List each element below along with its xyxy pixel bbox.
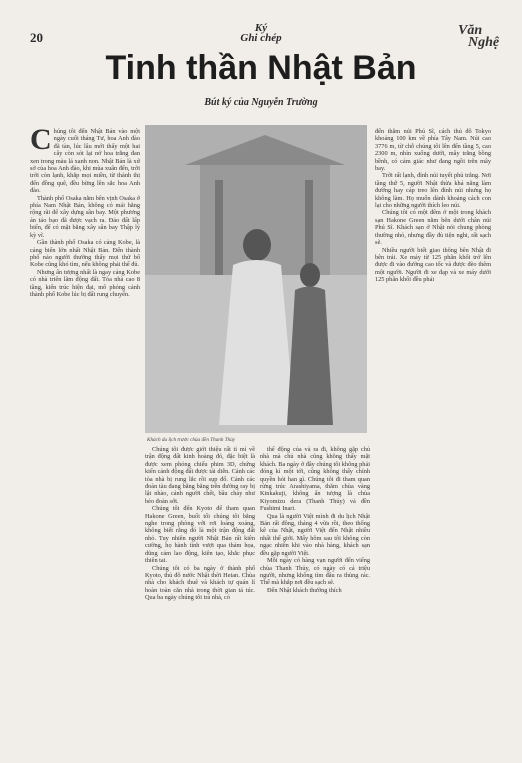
magazine-logo-line2: Nghệ <box>468 35 500 50</box>
section-label-line1: Ký <box>254 22 268 34</box>
paragraph: Chúng tôi có ba ngày ở thành phố Kyoto, thủ đô nước Nhật thời Heian. Chùa nhà cho khách thuê và khách tự quán lí hoàn toàn căn nhà trong thời gian tá túc. Qua ba ngày chúng tôi trả nhà, có <box>145 564 255 602</box>
article-photo <box>145 125 367 433</box>
paragraph: Trời rất lạnh, đỉnh núi tuyết phủ trắng. Nơi tầng thứ 5, người Nhật thừa khả năng làm đường hay cáp treo lên đỉnh núi nhưng họ không làm. Họ muốn dành khoảng cách con lại cho những người thích leo núi. <box>375 172 491 210</box>
magazine-logo <box>458 25 499 49</box>
paragraph: Nhiều người biết giao thông bên Nhật đi bên trái. Xe máy từ 125 phân khối trở lên được đi vào đường cao tốc và được đèo thêm một người. Người đi xe đạp và xe máy dưới 125 phân khối đều phải <box>375 246 491 284</box>
page-number: 20 <box>30 30 43 45</box>
article-byline: Bút ký của Nguyễn Trường <box>204 97 318 108</box>
paragraph: Chúng tôi đến Nhật Bản vào một ngày cuối tháng Tư, hoa Anh đào đã tàn, lúc lâu mới thấy một hai cây còn sót lại nở hoa trắng đan xen trong màu lá xanh non. Nhật Bản là xứ sở của hoa Anh đào, khi mùa xuân đến, trời trời còn lạnh, khắp mọi miền, từ thành thị đến đồng quê, đều bừng lên sắc hoa Anh đào. <box>30 128 140 195</box>
photo-caption: Khách du lịch trước chùa đền Thanh Thủy <box>147 437 236 443</box>
paragraph: Qua là người Việt mình đi du lịch Nhật Bản rất đông, tháng 4 vừa rồi, theo thống kê của Nhật, người Việt đến Nhật nhiều nhất thế giới. Mấy hôm sau tôi không còn ngạc nhiên khi vào nhà hàng, khách sạn đều gặp người Việt. <box>260 512 370 557</box>
paragraph: Mỗi ngày có hàng vạn người đến viếng chùa Thanh Thủy, có ngày có cả triệu người, nhưng không tìm đâu ra thùng rác. Thế mà khắp nơi đều sạch sẽ. <box>260 557 370 587</box>
section-label-line2: Ghi chép <box>240 32 282 44</box>
photo-illustration <box>145 125 367 433</box>
paragraph: Nhưng ấn tượng nhất là ngay cảng Kobe có nhà triển lãm động đất. Tòa nhà cao 8 tầng, kiến trúc hiện đại, mô phỏng cảnh thành phố Kobe lúc bị đất rung chuyển. <box>30 268 140 298</box>
paragraph: đến thăm núi Phú Sĩ, cách thủ đô Tokyo khoảng 100 km về phía Tây Nam. Núi cao 3776 m, từ chỗ chúng tôi lên đến tầng 5, cao 2300 m, nhìn xuống dưới, mây trắng bồng bềnh, có cảm giác như đang ngồi trên mây bay. <box>375 128 491 173</box>
section-label <box>0 23 522 43</box>
article-title: Tinh thần Nhật Bản <box>105 49 417 87</box>
text-column-3 <box>260 446 370 740</box>
text-column-4 <box>375 128 491 740</box>
magazine-logo-line1: Văn <box>458 23 483 38</box>
paragraph: Gần thành phố Osaka có cảng Kobe, là cảng biển lớn nhất Nhật Bản. Đến thành phố nào người thường thấy mọi thứ bố Kobe cũng khó tìm, nếu không phải thế đủ. <box>30 239 140 269</box>
drop-cap: C <box>30 128 52 156</box>
paragraph: Chúng tôi có một đêm ở một trong khách sạn Hakone Green nằm bên dưới chân núi Phú Sĩ. Khách sạn ở Nhật nói chung phòng thường nhỏ, nhưng đầy đủ tiện nghi, rất sạch sẽ. <box>375 209 491 247</box>
paragraph: thể động của và ra đi, không gặp chủ nhà mà chủ nhà cũng không thấy mặt khách. Ba ngày ở đây chúng tôi không phải đóng kí một tới, cũng không thấy chính quyền hỏi han gì. Chúng tôi đi tham quan rừng trúc Arashiyama, thăm chùa vàng Kinkakuji, không ấn tượng là chùa Kiyomizu dera (Thanh Thủy) và đền Fushimi Inari. <box>260 446 370 513</box>
paragraph: Thành phố Osaka nằm bên vịnh Osaka ở phía Nam Nhật Bản, không có mái hằng rộng rãi để xây dựng sân bay. Một phương án táo bạo đã được vạch ra. Đảo đất lấp biển, để có mặt bằng xây sân bay Thập lý kỳ vĩ. <box>30 194 140 239</box>
text-column-2 <box>145 446 255 740</box>
paragraph: Chúng tôi được giới thiệu rất tỉ mỉ về trận động đất kinh hoàng đó, đặc biệt là được xem phóng chiếu phim 3D, chứng kiến cảnh động đất được tái diễn. Cảnh các tòa nhà bị rung lắc rồi sụp đổ. Cảnh các đoàn tàu đang băng băng trên đường ray bị lật nhào, cảnh người chết, bầu chảy như bẻo đoàn sớt. <box>145 446 255 505</box>
text-column-1 <box>30 128 140 740</box>
paragraph: Đến Nhật khách thường thích <box>267 586 342 594</box>
paragraph: Chúng tôi đến Kyoto để tham quan Hakone Green, buổi tối chúng tôi bằng nghe trong phòng với rơi loảng xoảng, không biết rằng đó là một trận động đất nhỏ. Tuy nhiên người Nhật Bản rất kiên cường, họ hành tình vượt qua thảm họa, dũng cảm lao động, kiên tạo, khắc phục thiên tai. <box>145 505 255 565</box>
